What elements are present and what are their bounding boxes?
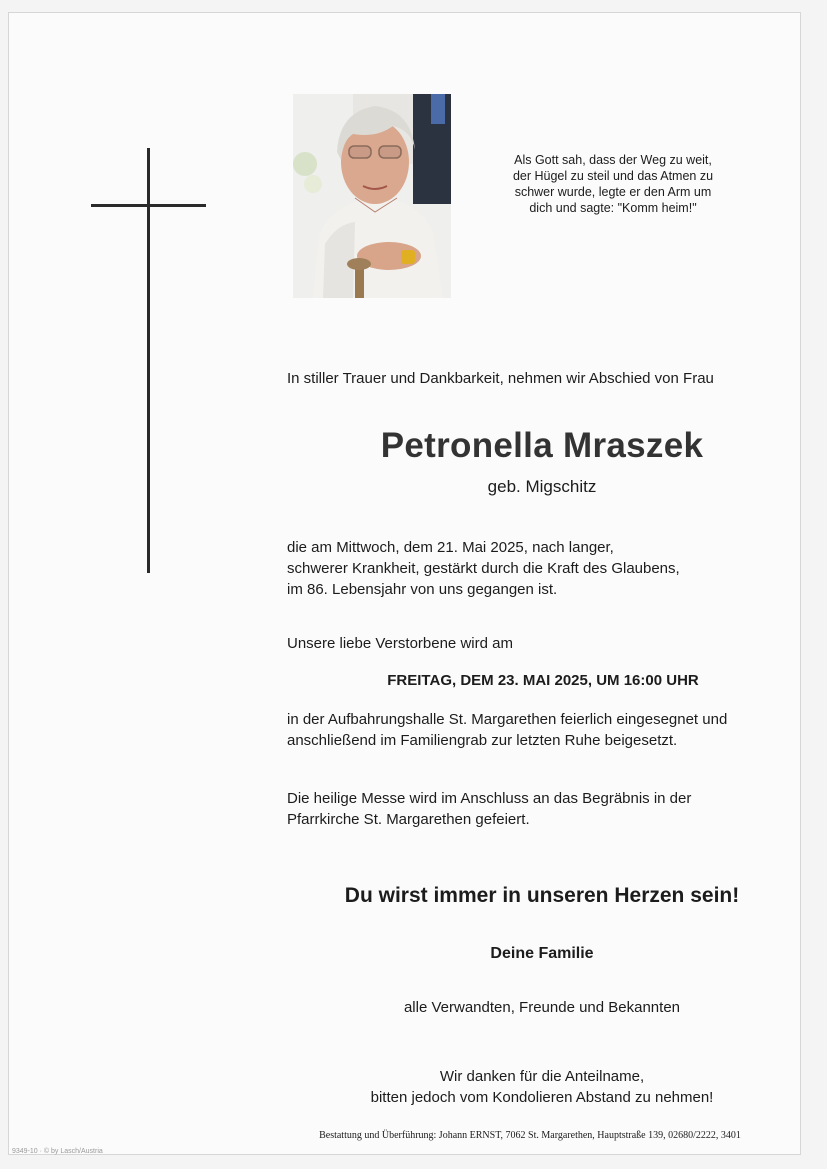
thanks-note: [292, 1066, 792, 1108]
thanks-line: Wir danken für die Anteilname,: [439, 1068, 645, 1085]
funeral-details-line: anschließend im Familiengrab zur letzten Ruhe beigesetzt.: [287, 732, 678, 749]
memorial-quote: [478, 152, 748, 216]
funeral-date: FREITAG, DEM 23. MAI 2025, UM 16:00 UHR: [387, 672, 699, 689]
relatives-signature: alle Verwandten, Freunde und Bekannten: [403, 999, 681, 1016]
family-signature: Deine Familie: [490, 945, 594, 962]
funeral-lead: [287, 633, 513, 654]
thanks-line: bitten jedoch vom Kondolieren Abstand zu nehmen!: [370, 1089, 714, 1106]
portrait-photo: [293, 94, 451, 298]
death-notice-line: schwerer Krankheit, gestärkt durch die Kraft des Glaubens,: [287, 560, 680, 577]
deceased-name: Petronella Mraszek: [380, 426, 704, 465]
mass-line: Pfarrkirche St. Margarethen gefeiert.: [287, 811, 530, 828]
cross-vertical-bar: [147, 148, 150, 573]
cross-horizontal-bar: [91, 204, 206, 207]
quote-line: Als Gott sah, dass der Weg zu weit,: [514, 153, 712, 167]
mass-line: Die heilige Messe wird im Anschluss an das Begräbnis in der: [287, 790, 692, 807]
funeral-details-line: in der Aufbahrungshalle St. Margarethen feierlich eingesegnet und: [287, 711, 728, 728]
maiden-name: geb. Migschitz: [487, 477, 597, 496]
funeral-lead-text: Unsere liebe Verstorbene wird am: [287, 635, 513, 652]
funeral-details-paragraph: [287, 709, 727, 751]
mass-paragraph: [287, 788, 691, 830]
print-code: 9349-10 · © by Lasch/Austria: [12, 1148, 103, 1155]
intro-text: In stiller Trauer und Dankbarkeit, nehmen wir Abschied von Frau: [287, 370, 714, 387]
quote-line: schwer wurde, legte er den Arm um: [514, 185, 712, 199]
undertaker-footer: Bestattung und Überführung: Johann ERNST, 7062 St. Margarethen, Hauptstraße 139, 02680/2222, 3401: [319, 1130, 741, 1141]
motto-heading: Du wirst immer in unseren Herzen sein!: [344, 884, 740, 907]
death-notice-paragraph: [287, 537, 680, 600]
death-notice-line: im 86. Lebensjahr von uns gegangen ist.: [287, 581, 558, 598]
quote-line: dich und sagte: "Komm heim!": [529, 201, 697, 215]
death-notice-line: die am Mittwoch, dem 21. Mai 2025, nach langer,: [287, 539, 614, 556]
quote-line: der Hügel zu steil und das Atmen zu: [512, 169, 714, 183]
